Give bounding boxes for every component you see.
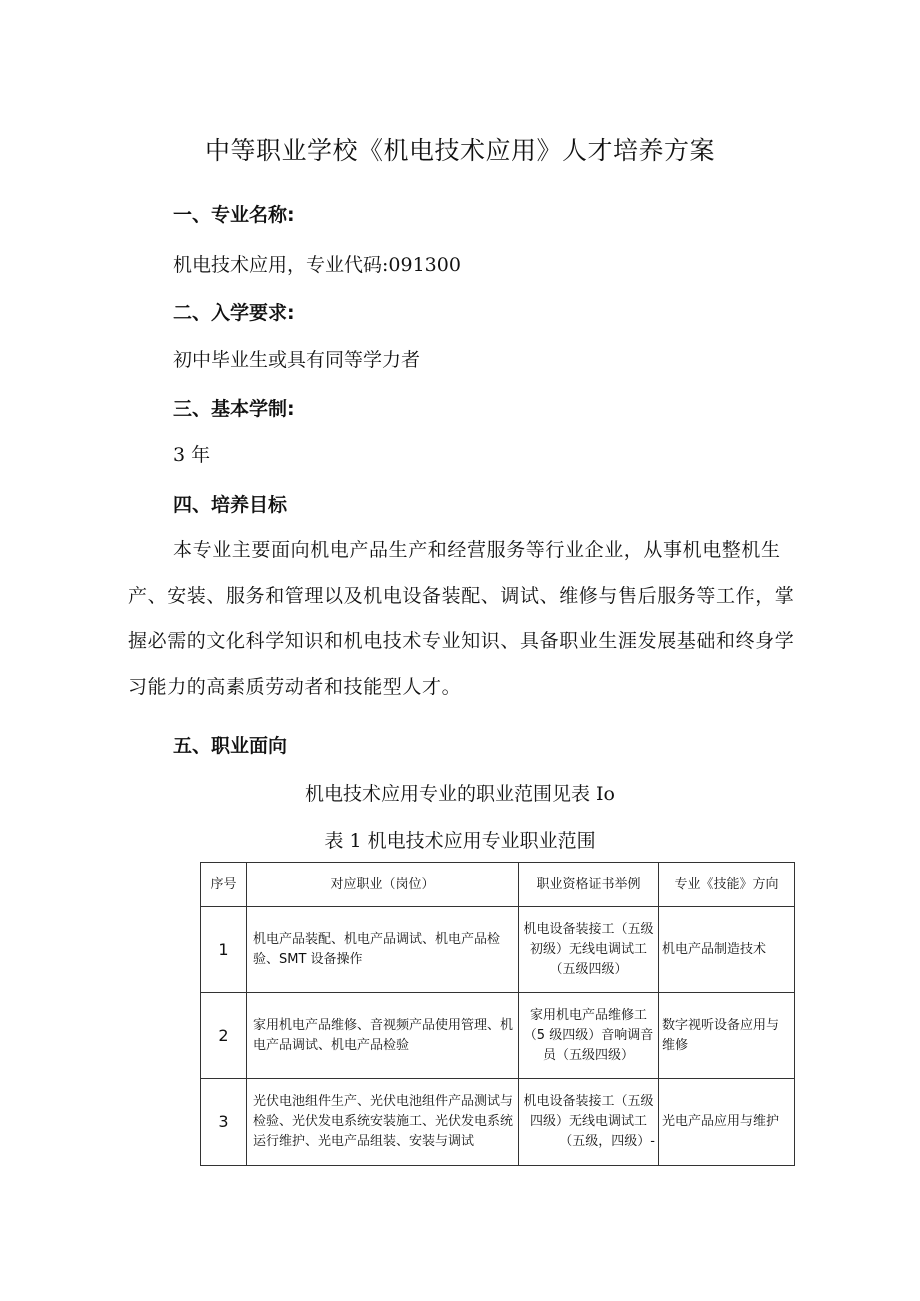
section-heading-major-name: 一、专业名称: [173, 204, 295, 226]
row-certificate-main: 机电设备装接工（五级四级）无线电调试工 [523, 1094, 654, 1129]
admission-text: 初中毕业生或具有同等学力者 [173, 349, 421, 371]
section-heading-objectives: 四、培养目标 [173, 494, 288, 516]
objectives-paragraph: 本专业主要面向机电产品生产和经营服务等行业企业，从事机电整机生产、安装、服务和管理以及机电设备装配、调试、维修与售后服务等工作，掌握必需的文化科学知识和机电技术专业知识、具备职业生涯发展基础和终身学习能力的高素质劳动者和技能型人才。 [128, 539, 795, 698]
section-heading-admission: 二、入学要求: [173, 302, 295, 324]
table-header-row [201, 863, 795, 907]
row-direction: 光电产品应用与维护 [659, 1079, 795, 1166]
major-name-text: 机电技术应用，专业代码:091300 [173, 254, 461, 276]
duration-text: 3 年 [173, 444, 211, 466]
document-title: 中等职业学校《机电技术应用》人才培养方案 [204, 136, 715, 165]
career-scope-table [200, 862, 795, 1166]
row-occupation: 家用机电产品维修、音视频产品使用管理、机电产品调试、机电产品检验 [247, 993, 519, 1079]
row-direction: 数字视听设备应用与维修 [659, 993, 795, 1079]
table-row [201, 907, 795, 993]
row-occupation: 机电产品装配、机电产品调试、机电产品检验、SMT 设备操作 [247, 907, 519, 993]
header-direction: 专业《技能》方向 [659, 863, 795, 907]
table-caption: 表 1 机电技术应用专业职业范围 [324, 830, 596, 852]
row-number: 1 [201, 907, 247, 993]
header-number: 序号 [201, 863, 247, 907]
row-certificate-extra: （五级，四级）- [559, 1134, 655, 1149]
row-number: 2 [201, 993, 247, 1079]
row-certificate [519, 1079, 659, 1166]
section-heading-careers: 五、职业面向 [173, 735, 288, 757]
header-occupation: 对应职业（岗位） [247, 863, 519, 907]
section-heading-duration: 三、基本学制: [173, 398, 295, 420]
row-direction: 机电产品制造技术 [659, 907, 795, 993]
row-number: 3 [201, 1079, 247, 1166]
row-occupation: 光伏电池组件生产、光伏电池组件产品测试与检验、光伏发电系统安装施工、光伏发电系统运行维护、光电产品组装、安装与调试 [247, 1079, 519, 1166]
table-row [201, 993, 795, 1079]
row-certificate: 家用机电产品维修工（5 级四级）音响调音员（五级四级） [519, 993, 659, 1079]
table-row [201, 1079, 795, 1166]
row-certificate: 机电设备装接工（五级初级）无线电调试工（五级四级） [519, 907, 659, 993]
header-certificate: 职业资格证书举例 [519, 863, 659, 907]
careers-intro-text: 机电技术应用专业的职业范围见表 Io [305, 783, 615, 805]
